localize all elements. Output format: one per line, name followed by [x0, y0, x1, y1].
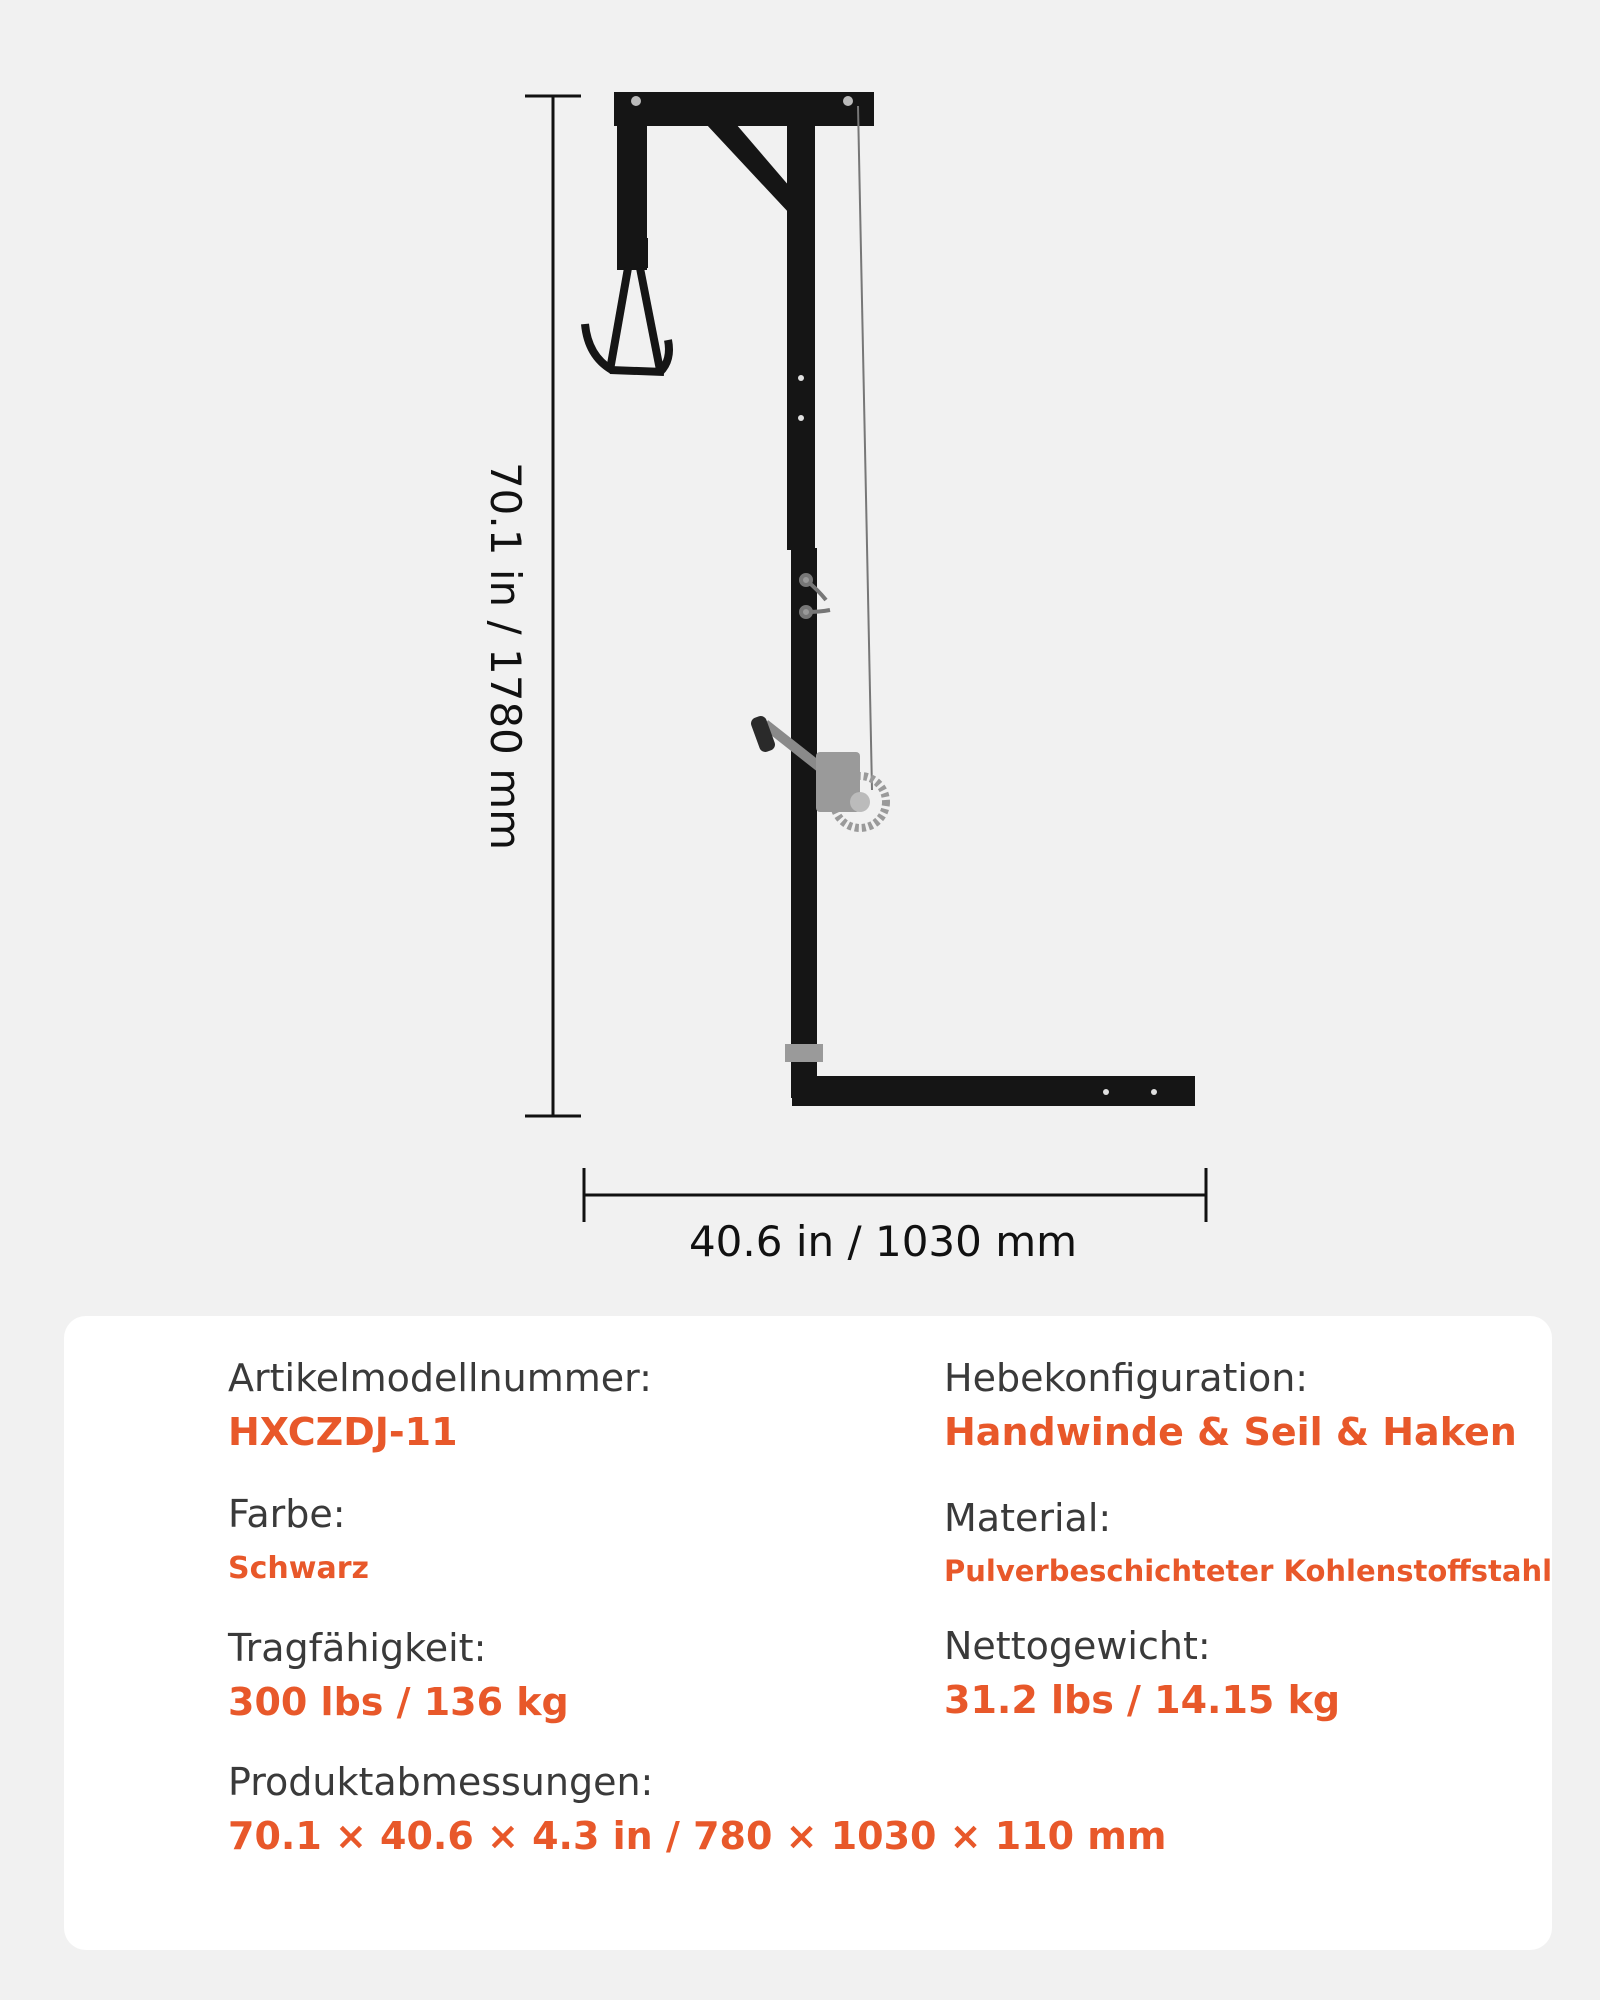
- spec-lift-config-value: Handwinde & Seil & Haken: [944, 1409, 1517, 1454]
- spec-material-value: Pulverbeschichteter Kohlenstoffstahl: [944, 1553, 1553, 1588]
- spec-capacity-label: Tragfähigkeit:: [228, 1626, 487, 1670]
- spec-net-weight: [944, 1626, 1340, 1722]
- spec-net-weight-label: Nettogewicht:: [944, 1624, 1211, 1668]
- spec-color: [228, 1494, 369, 1585]
- spec-color-label: Farbe:: [228, 1492, 346, 1536]
- main-mast-lower: [791, 548, 817, 1098]
- top-boom: [614, 92, 874, 126]
- spec-dimensions-value: 70.1 × 40.6 × 4.3 in / 780 × 1030 × 110 mm: [228, 1813, 1167, 1858]
- spec-dimensions: [228, 1762, 1167, 1858]
- spec-lift-config-label: Hebekonfiguration:: [944, 1356, 1309, 1400]
- spec-capacity: [228, 1628, 569, 1724]
- winch-cable: [858, 106, 872, 790]
- height-dimension-label: 70.1 in / 1780 mm: [481, 461, 530, 851]
- spec-color-value: Schwarz: [228, 1550, 369, 1586]
- spec-model-label: Artikelmodellnummer:: [228, 1356, 652, 1400]
- hand-winch: [749, 714, 886, 828]
- height-dimension-line: [525, 96, 581, 1116]
- spec-net-weight-value: 31.2 lbs / 14.15 kg: [944, 1677, 1341, 1722]
- spec-dimensions-label: Produktabmessungen:: [228, 1760, 654, 1804]
- spec-model: [228, 1358, 652, 1454]
- spec-lift-config: [944, 1358, 1517, 1454]
- spec-material: [944, 1498, 1552, 1588]
- spec-card: [64, 1316, 1552, 1950]
- swivel-joint: [785, 1044, 823, 1062]
- spec-model-value: HXCZDJ-11: [228, 1409, 458, 1454]
- spec-capacity-value: 300 lbs / 136 kg: [228, 1679, 569, 1724]
- main-mast-upper: [787, 120, 815, 550]
- width-dimension-line: [584, 1168, 1206, 1222]
- spec-material-label: Material:: [944, 1496, 1112, 1540]
- gambrel-hook: [585, 238, 669, 372]
- width-dimension-label: 40.6 in / 1030 mm: [688, 1217, 1078, 1266]
- receiver-bar: [792, 1076, 1195, 1106]
